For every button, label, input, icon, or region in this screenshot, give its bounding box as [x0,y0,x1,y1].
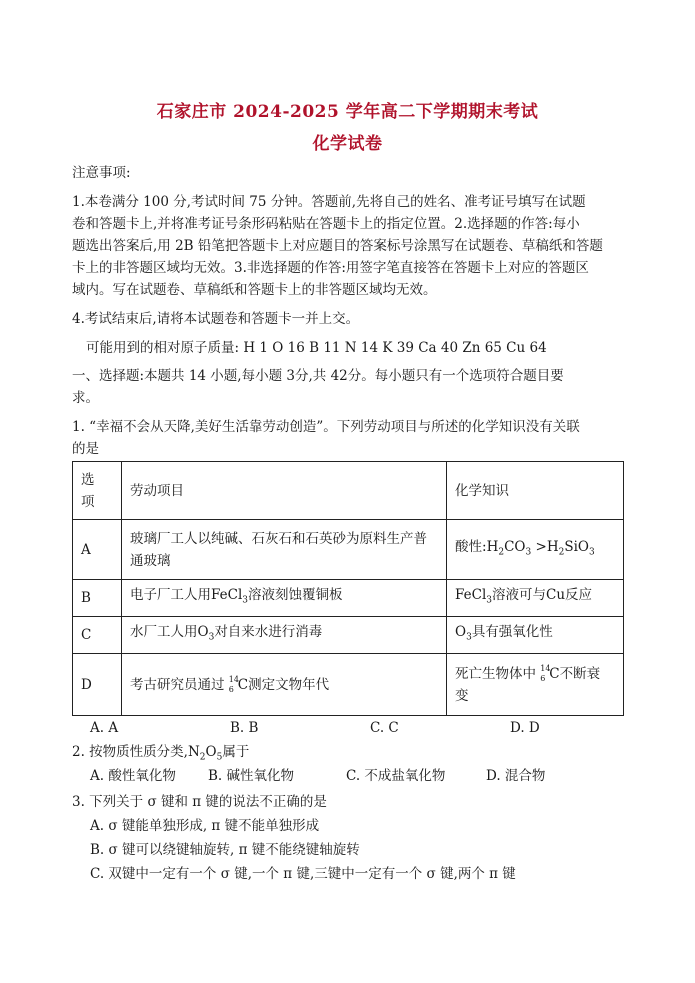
q3-stem: 3. 下列关于 σ 键和 π 键的说法不正确的是 [72,794,327,810]
q1-stem-line: 1. “幸福不会从天降,美好生活靠劳动创造”。下列劳动项目与所述的化学知识没有关联 [72,419,580,435]
header-knowledge: 化学知识 [447,462,624,520]
table-row [73,520,624,580]
q1-option-c[interactable]: C. C [370,720,399,736]
header-labor: 劳动项目 [122,462,447,520]
row-knowledge: FeCl$_3$溶液可与Cu反应 [447,580,624,617]
q2-option-d[interactable]: D. 混合物 [486,768,546,784]
row-knowledge: 死亡生物体中 14 6 C不断衰 变 [447,654,624,716]
row-option: C [73,617,122,654]
atomic-masses: 可能用到的相对原子质量: H 1 O 16 B 11 N 14 K 39 Ca 40 Zn 65 Cu 64 [86,340,547,356]
row-option: B [73,580,122,617]
q1-option-a[interactable]: A. A [90,720,119,736]
row-labor: 玻璃厂工人以纯碱、石灰石和石英砂为原料生产普 通玻璃 [122,520,447,580]
exam-subtitle: 化学试卷 [312,134,383,154]
q3-option-c[interactable]: C. 双键中一定有一个 σ 键,一个 π 键,三键中一定有一个 σ 键,两个 π 键 [90,866,516,882]
table-row [73,654,624,716]
q3-option-a[interactable]: A. σ 键能单独形成, π 键不能单独形成 [90,818,320,834]
isotope-notation: 14 6 [228,675,239,694]
table-row [73,580,624,617]
q2-options [90,765,598,787]
q2-option-a[interactable]: A. 酸性氧化物 [90,768,176,784]
notes-line: 题选出答案后,用 2B 铅笔把答题卡上对应题目的答案标号涂黑写在试题卷、草稿纸和答题 [72,238,603,254]
section-intro-line: 求。 [72,390,99,406]
table-row [73,617,624,654]
q1-option-d[interactable]: D. D [510,720,540,736]
notes-line: 卷和答题卡上,并将准考证号条形码粘贴在答题卡上的指定位置。2.选择题的作答:每小 [72,216,580,232]
q1-stem-line: 的是 [72,441,99,457]
notes-line: 卡上的非答题区域均无效。3.非选择题的作答:用签字笔直接答在答题卡上对应的答题区 [72,260,589,276]
row-labor: 水厂工人用$O_3$对自来水进行消毒 [122,617,447,654]
section-intro-line: 一、选择题:本题共 14 小题,每小题 3分,共 42分。每小题只有一个选项符合题目要 [72,368,564,384]
q2-option-c[interactable]: C. 不成盐氧化物 [346,768,446,784]
row-knowledge: $O_3$具有强氧化性 [447,617,624,654]
row-option: A [73,520,122,580]
row-labor: 电子厂工人用FeCl$_3$溶液刻蚀覆铜板 [122,580,447,617]
row-knowledge: 酸性$:H_2CO_3 >H_2SiO_3$ [447,520,624,580]
notes-heading: 注意事项: [72,165,131,181]
q1-options [90,717,622,739]
q2-option-b[interactable]: B. 碱性氧化物 [208,768,295,784]
table-header-row [73,462,624,520]
notes-line: 域内。写在试题卷、草稿纸和答题卡上的非答题区域均无效。 [72,282,437,298]
isotope-notation: 14 6 [540,664,551,683]
header-option: 选 项 [73,462,122,520]
q1-option-b[interactable]: B. B [230,720,259,736]
notes-line: 1.本卷满分 100 分,考试时间 75 分钟。答题前,先将自己的姓名、准考证号填写在试题 [72,194,586,210]
notes-item4: 4.考试结束后,请将本试题卷和答题卡一并上交。 [72,311,360,327]
row-option: D [73,654,122,716]
q2-stem: 2. 按物质性质分类$,N_2O_5$属于 [72,744,250,763]
q1-table [72,461,624,716]
exam-title: 石家庄市 2024-2025 学年高二下学期期末考试 [156,102,539,122]
row-labor: 考古研究员通过 14 6 C测定文物年代 [122,654,447,716]
q3-option-b[interactable]: B. σ 键可以绕键轴旋转, π 键不能绕键轴旋转 [90,842,360,858]
